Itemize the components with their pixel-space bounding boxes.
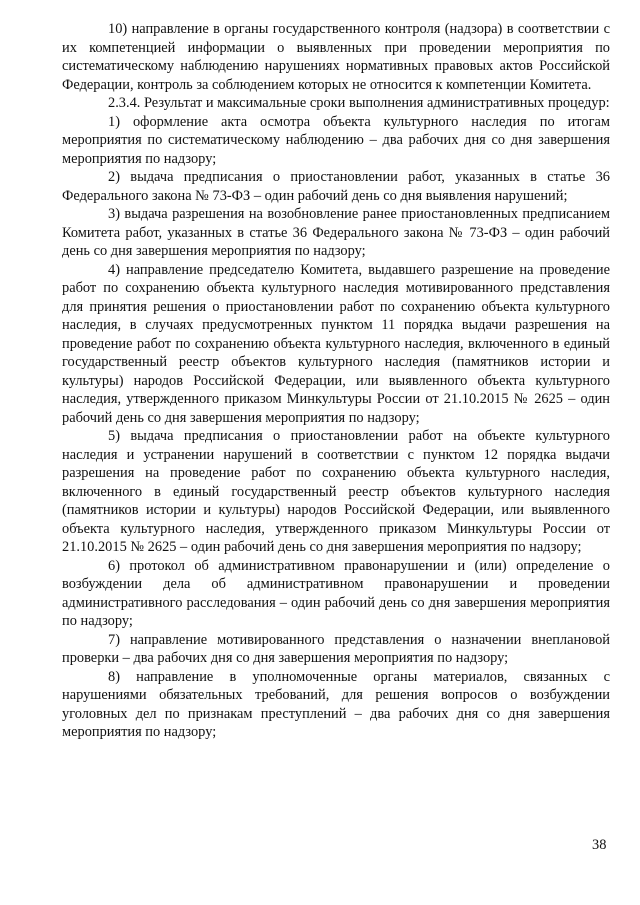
paragraph-item-2: 2) выдача предписания о приостановлении работ, указанных в статье 36 Федерального закона № 73-ФЗ – один рабочий день со дня выявления нарушений;: [62, 169, 610, 204]
paragraph-item-8: 8) направление в уполномоченные органы материалов, связанных с нарушениями обязательных требований, для решения вопросов о возбуждении уголовных дел по признакам преступлений – два рабочих дня со дня завершения мероприятия по надзору;: [62, 668, 610, 740]
paragraph-section-2-3-4: 2.3.4. Результат и максимальные сроки выполнения административных процедур:: [108, 95, 610, 111]
paragraph-item-1: 1) оформление акта осмотра объекта культурного наследия по итогам мероприятия по систематическому наблюдению – два рабочих дня со дня завершения мероприятия по надзору;: [62, 113, 610, 167]
paragraph-item-10: 10) направление в органы государственного контроля (надзора) в соответствии с их компетенцией информации о выявленных при проведении мероприятия по систематическому наблюдению нарушениях нормативных правовых актов Российской Федерации, контроль за соблюдением которых не относится к компетенции Комитета.: [62, 21, 610, 93]
page-number: 38: [592, 837, 607, 853]
paragraph-item-6: 6) протокол об административном правонарушении и (или) определение о возбуждении дела об административном правонарушении и проведении административного расследования – один рабочий день со дня завершения мероприятия по надзору;: [62, 557, 610, 629]
paragraph-item-5: 5) выдача предписания о приостановлении работ на объекте культурного наследия и устранении нарушений в соответствии с пунктом 12 порядка выдачи разрешения на проведение работ по сохранению объекта культурного наследия, включенного в единый государственный реестр объектов культурного наследия (памятников истории и культуры) народов Российской Федерации, или выявленного объекта культурного наследия, утвержденного приказом Минкультуры России от 21.10.2015 № 2625 – один рабочий день со дня завершения мероприятия по надзору;: [62, 428, 610, 555]
paragraph-item-7: 7) направление мотивированного представления о назначении внеплановой проверки – два рабочих дня со дня завершения мероприятия по надзору;: [62, 631, 610, 666]
document-body: [62, 20, 610, 742]
paragraph-item-3: 3) выдача разрешения на возобновление ранее приостановленных предписанием Комитета работ, указанных в статье 36 Федерального закона № 73-ФЗ – один рабочий день со дня завершения мероприятия по надзору;: [62, 206, 610, 259]
paragraph-item-4: 4) направление председателю Комитета, выдавшего разрешение на проведение работ по сохранению объекта культурного наследия мотивированного представления для принятия решения о приостановлении работ по сохранению объекта культурного наследия, в случаях предусмотренных пунктом 11 порядка выдачи разрешения на проведение работ по сохранению объекта культурного наследия, включенного в единый государственный реестр объектов культурного наследия (памятников истории и культуры) народов Российской Федерации, или выявленного объекта культурного наследия, утвержденного приказом Минкультуры России от 21.10.2015 № 2625 – один рабочий день со дня завершения мероприятия по надзору;: [62, 261, 610, 426]
